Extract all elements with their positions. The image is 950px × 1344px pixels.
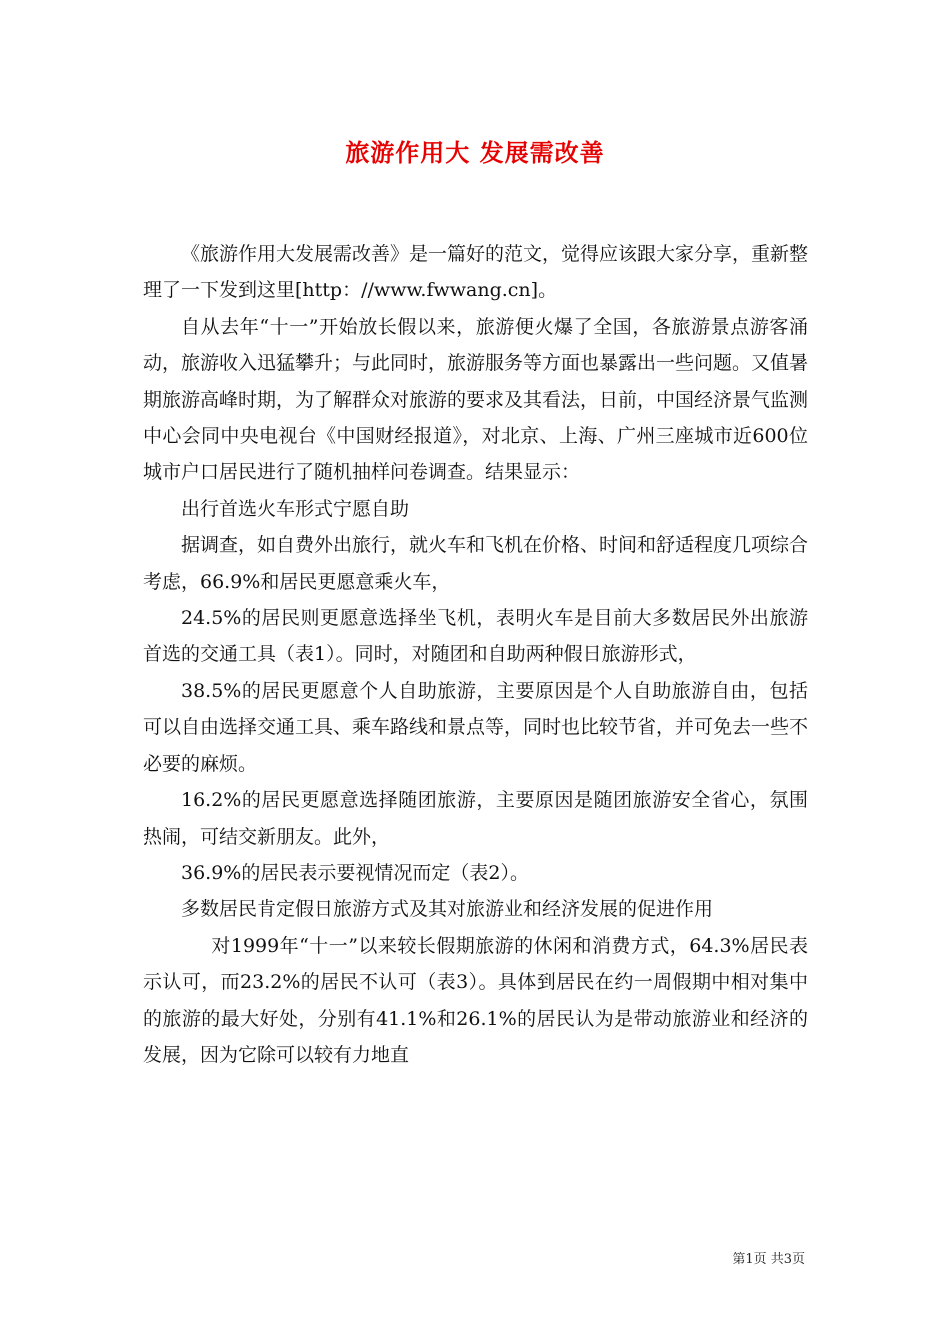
paragraph-undecided: 36.9%的居民表示要视情况而定（表2）。 (181, 861, 529, 884)
page-number: 第1页 共3页 (732, 1252, 805, 1267)
paragraph-group-tour: 16.2%的居民更愿意选择随团旅游，主要原因是随团旅游安全省心，氛围热闹，可结交新朋友。此外， (143, 789, 808, 848)
paragraph-holiday-approval: 对1999年“十一”以来较长假期旅游的休闲和消费方式，64.3%居民表示认可，而23.2%的居民不认可（表3）。具体到居民在约一周假期中相对集中的旅游的最大好处，分别有41.1%和26.1%的居民认为是带动旅游业和经济的发展，因为它除可以较有力地直 (143, 934, 808, 1066)
section-heading-transport: 出行首选火车形式宁愿自助 (181, 497, 410, 520)
paragraph-self-guided: 38.5%的居民更愿意个人自助旅游，主要原因是个人自助旅游自由，包括可以自由选择交通工具、乘车路线和景点等，同时也比较节省，并可免去一些不必要的麻烦。 (143, 679, 809, 775)
page-title: 旅游作用大 发展需改善 (345, 138, 605, 167)
paragraph-plane-preference: 24.5%的居民则更愿意选择坐飞机，表明火车是目前大多数居民外出旅游首选的交通工具（表1）。同时，对随团和自助两种假日旅游形式， (143, 607, 808, 666)
paragraph-intro: 《旅游作用大发展需改善》是一篇好的范文，觉得应该跟大家分享，重新整理了一下发到这里[http：//www.fwwang.cn]。 (143, 243, 809, 302)
section-heading-holiday: 多数居民肯定假日旅游方式及其对旅游业和经济发展的促进作用 (181, 898, 714, 921)
paragraph-background: 自从去年“十一”开始放长假以来，旅游便火爆了全国，各旅游景点游客涌动，旅游收入迅猛攀升；与此同时，旅游服务等方面也暴露出一些问题。又值暑期旅游高峰时期，为了解群众对旅游的要求及其看法，日前，中国经济景气监测中心会同中央电视台《中国财经报道》，对北京、上海、广州三座城市近600位城市户口居民进行了随机抽样问卷调查。结果显示： (143, 315, 809, 484)
document-body (143, 236, 808, 1073)
paragraph-train-preference: 据调查，如自费外出旅行，就火车和飞机在价格、时间和舒适程度几项综合考虑，66.9%和居民更愿意乘火车， (143, 534, 809, 593)
